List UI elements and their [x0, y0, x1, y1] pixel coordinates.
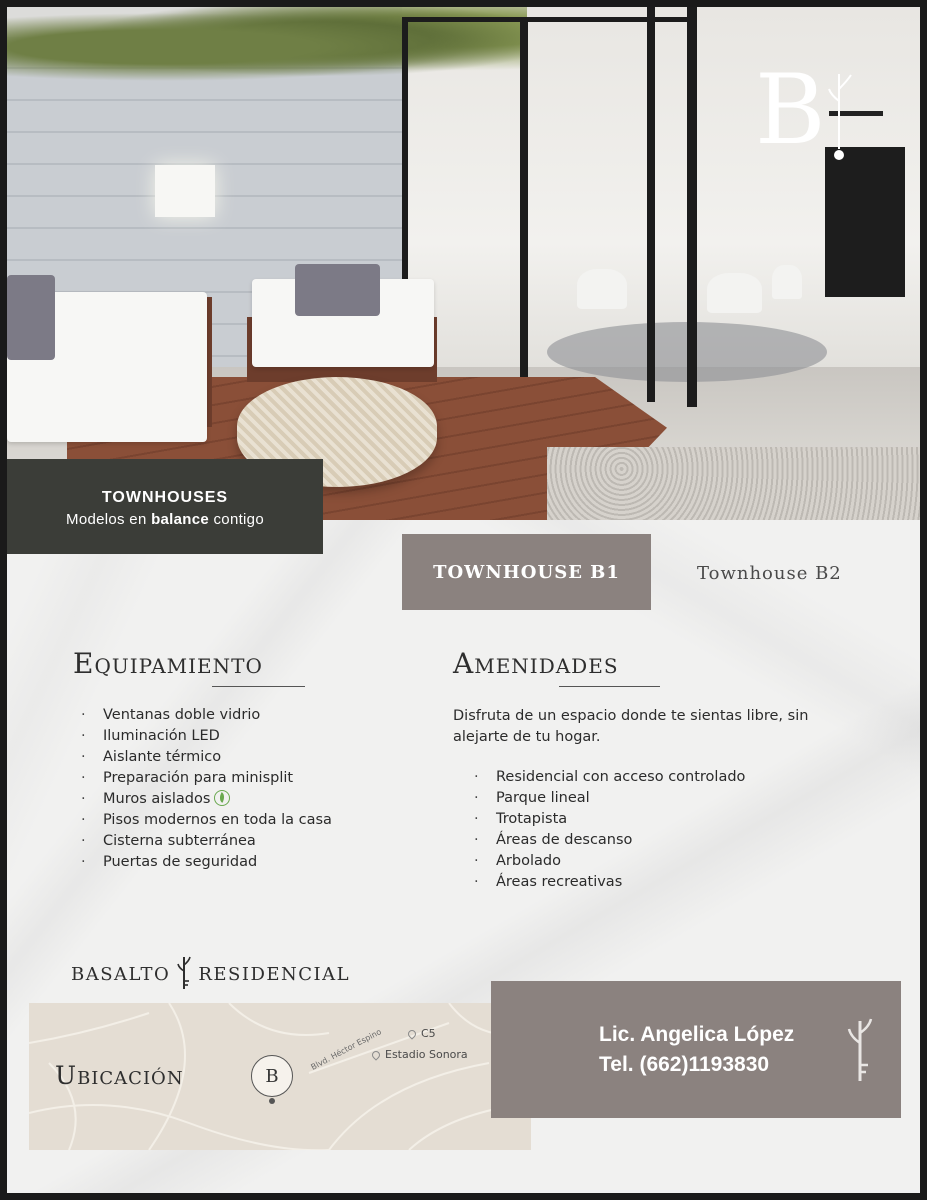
- map-logo-marker[interactable]: B: [251, 1055, 293, 1097]
- pin-label-c5: C5: [421, 1027, 436, 1040]
- list-item: · Preparación para minisplit: [81, 768, 332, 789]
- list-item: · Aislante térmico: [81, 747, 332, 768]
- pillow: [295, 264, 380, 316]
- label-subtitle: Modelos en balance contigo: [66, 511, 264, 528]
- list-item: · Trotapista: [474, 809, 745, 830]
- window-frame: [402, 17, 692, 22]
- equipamiento-heading: Equipamiento: [73, 647, 263, 680]
- tab-townhouse-b2[interactable]: Townhouse B2: [697, 563, 842, 584]
- contact-box: [491, 981, 901, 1118]
- label-title: TOWNHOUSES: [101, 489, 229, 506]
- window-frame: [687, 7, 697, 407]
- tab-townhouse-b1[interactable]: TOWNHOUSE B1: [402, 534, 651, 610]
- list-item: · Pisos modernos en toda la casa: [81, 810, 332, 831]
- sprig-icon: [827, 69, 857, 164]
- contact-name: Lic. Angelica López: [599, 1023, 795, 1046]
- heading-underline: [559, 686, 660, 687]
- amenidades-heading: Amenidades: [453, 647, 619, 680]
- list-item: · Áreas recreativas: [474, 872, 745, 893]
- dining-chair: [707, 273, 762, 313]
- list-item: · Residencial con acceso controlado: [474, 767, 745, 788]
- townhouses-label: [7, 459, 323, 554]
- location-map[interactable]: [29, 1003, 531, 1150]
- hero-photo: [7, 7, 920, 520]
- equipamiento-list: [81, 705, 332, 873]
- wall-lamp: [155, 165, 215, 217]
- map-marker-dot: [269, 1098, 275, 1104]
- list-item: · Parque lineal: [474, 788, 745, 809]
- pin-label-estadio: Estadio Sonora: [385, 1048, 468, 1061]
- sprig-icon: [176, 955, 192, 993]
- list-item: · Cisterna subterránea: [81, 831, 332, 852]
- dining-chair: [772, 265, 802, 299]
- basalto-residencial-brand: [71, 955, 350, 993]
- eco-leaf-icon: [214, 790, 230, 806]
- list-item: · Áreas de descanso: [474, 830, 745, 851]
- list-item: · Muros aislados: [81, 789, 332, 810]
- brand-left: BASALTO: [71, 963, 171, 985]
- list-item: · Ventanas doble vidrio: [81, 705, 332, 726]
- heading-underline: [212, 686, 305, 687]
- amenidades-description: Disfruta de un espacio donde te sientas libre, sin alejarte de tu hogar.: [453, 708, 809, 745]
- brand-right: RESIDENCIAL: [198, 963, 351, 985]
- window-frame: [520, 17, 528, 387]
- contact-phone[interactable]: Tel. (662)1193830: [599, 1053, 770, 1076]
- amenidades-list: [474, 767, 745, 893]
- window-frame: [647, 7, 655, 402]
- list-item: · Arbolado: [474, 851, 745, 872]
- street-label: Blvd. Héctor Espino: [309, 1027, 383, 1072]
- gravel: [547, 447, 920, 520]
- pillow: [7, 275, 55, 360]
- list-item: · Iluminación LED: [81, 726, 332, 747]
- front-door: [825, 147, 905, 297]
- flyer-page: [7, 7, 920, 1193]
- sprig-icon: [845, 1017, 875, 1085]
- brand-logo: B: [755, 54, 822, 166]
- list-item: · Puertas de seguridad: [81, 852, 332, 873]
- map-title: Ubicación: [55, 1061, 184, 1090]
- dining-chair: [577, 269, 627, 309]
